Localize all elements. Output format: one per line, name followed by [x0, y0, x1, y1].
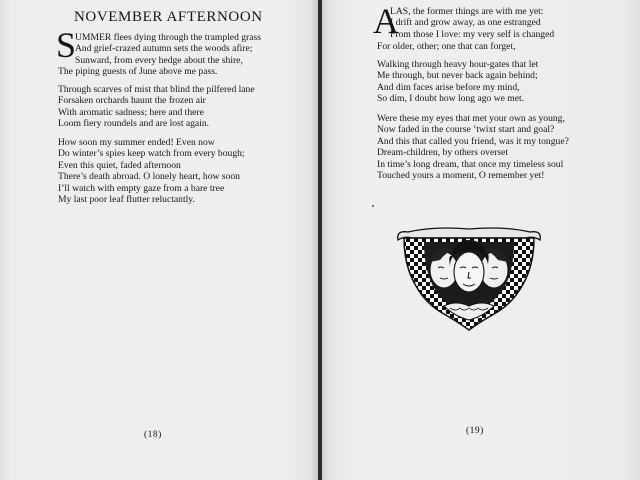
right-page — [322, 0, 640, 480]
verse-line: Me through, but never back again behind; — [377, 70, 538, 82]
verse-line: Touched yours a moment, O remember yet! — [377, 170, 545, 182]
verse-line: And this that called you friend, was it my tongue? — [377, 135, 569, 147]
verse-line: And dim faces arise before my mind, — [377, 81, 520, 93]
stanza-1-last — [58, 66, 217, 77]
stanza-3 — [58, 137, 245, 205]
verse-line: Do winter’s spies keep watch from every bough; — [58, 148, 245, 160]
stanza-3 — [377, 113, 569, 181]
verse-line: Through scarves of mist that blind the pilfered lane — [58, 84, 255, 95]
verse-line: UMMER flees dying through the trampled grass — [75, 32, 261, 43]
verse-line: Now faded in the course ’twixt start and goal? — [377, 124, 555, 136]
verse-line: Walking through heavy hour-gates that let — [377, 59, 539, 70]
verse-line: There’s death abroad. O lonely heart, how soon — [58, 171, 240, 183]
verse-line: I drift and grow away, as one estranged — [390, 17, 541, 29]
verse-line: From those I love: my very self is changed — [390, 28, 555, 40]
page-number: (19) — [466, 426, 484, 436]
verse-line: And grief-crazed autumn sets the woods afire; — [75, 43, 253, 55]
three-faces-illustration — [394, 226, 544, 332]
verse-line: Even this quiet, faded afternoon — [58, 159, 181, 171]
verse-line: Forsaken orchards haunt the frozen air — [58, 95, 206, 107]
verse-line: For older, other; one that can forget, — [377, 41, 516, 52]
verse-line: With aromatic sadness; here and there — [58, 106, 204, 118]
stanza-2 — [377, 59, 538, 105]
stanza-2 — [58, 84, 255, 130]
verse-line: Sunward, from every hedge about the shire, — [75, 54, 243, 66]
verse-line: Loom fiery roundels and are lost again. — [58, 118, 210, 130]
verse-line: How soon my summer ended! Even now — [58, 137, 215, 148]
verse-line: The piping guests of June above me pass. — [58, 66, 218, 77]
verse-line: My last poor leaf flutter reluctantly. — [58, 194, 195, 206]
verse-line: Dream-children, by others overset — [377, 147, 509, 159]
stanza-1 — [390, 6, 554, 40]
poem-title: NOVEMBER AFTERNOON — [74, 9, 263, 25]
verse-line: In time’s long dream, that once my timeless soul — [377, 158, 564, 170]
drop-cap: S — [56, 25, 77, 65]
drop-cap: A — [373, 1, 399, 41]
left-page — [0, 0, 318, 480]
stanza-1 — [75, 32, 261, 66]
verse-line: So dim, I doubt how long ago we met. — [377, 93, 525, 105]
verse-line: LAS, the former things are with me yet: — [390, 6, 544, 17]
verse-line: I’ll watch with empty gaze from a bare tree — [58, 182, 225, 194]
stanza-1-last — [377, 41, 516, 52]
verse-line: Were these my eyes that met your own as young, — [377, 113, 565, 124]
page-number: (18) — [144, 430, 162, 440]
ink-speck — [372, 205, 374, 207]
